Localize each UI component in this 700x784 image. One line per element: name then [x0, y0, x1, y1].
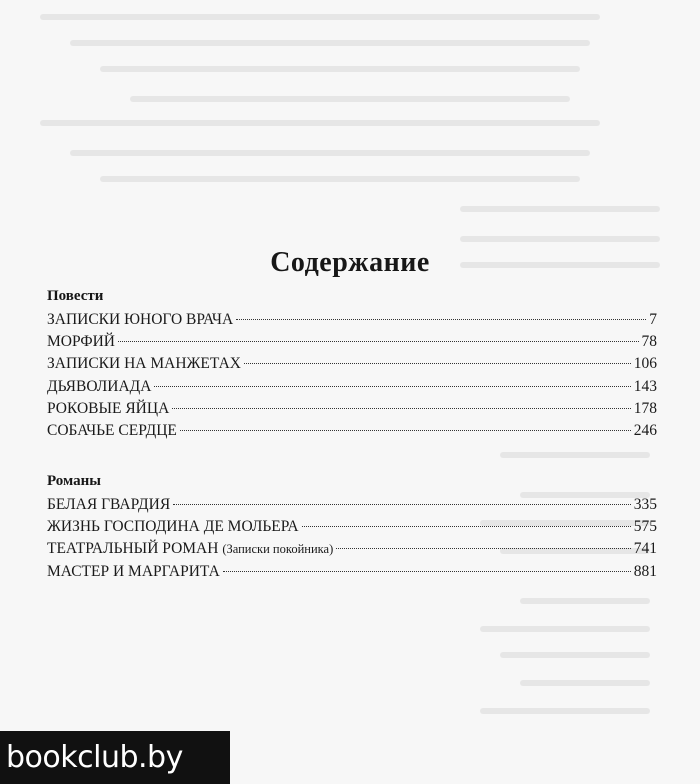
toc-entry	[47, 422, 657, 444]
entry-title-text: ДЬЯВОЛИАДА	[47, 377, 152, 395]
entry-page-number: 575	[633, 518, 657, 536]
entry-title-text: МАСТЕР И МАРГАРИТА	[47, 562, 220, 580]
toc-entry	[47, 400, 657, 422]
dot-leader	[302, 526, 631, 527]
bleed-line	[0, 120, 700, 132]
dot-leader	[173, 504, 631, 505]
bleed-line	[0, 652, 700, 664]
dot-leader	[244, 363, 631, 364]
toc-entries	[47, 311, 657, 444]
toc-entry	[47, 563, 657, 585]
toc-entry	[47, 311, 657, 333]
bleed-line	[0, 176, 700, 188]
entry-title-text: ЗАПИСКИ ЮНОГО ВРАЧА	[47, 311, 234, 328]
bleed-line	[0, 40, 700, 52]
watermark-text: bookclub.by	[6, 740, 183, 775]
entry-page-number: 106	[633, 355, 657, 373]
entry-page-number: 881	[633, 562, 657, 580]
dot-leader	[154, 386, 630, 387]
toc-entry	[47, 496, 657, 518]
bleed-line	[0, 626, 700, 638]
entry-title	[47, 355, 241, 373]
entry-title	[47, 563, 220, 581]
entry-title-text: БЕЛАЯ ГВАРДИЯ	[47, 496, 171, 513]
entry-title	[47, 378, 151, 396]
bleed-line	[0, 598, 700, 610]
toc-entries	[47, 496, 657, 585]
section-heading: Повести	[47, 288, 104, 304]
toc-entry	[47, 378, 657, 400]
toc-entry	[47, 333, 657, 355]
entry-title	[47, 311, 233, 329]
entry-page-number: 143	[633, 377, 657, 395]
entry-page-number: 335	[633, 496, 657, 513]
entry-page-number: 178	[633, 399, 657, 417]
bleed-line	[0, 96, 700, 108]
entry-page-number: 7	[649, 311, 657, 328]
dot-leader	[118, 341, 639, 342]
entry-page-number: 741	[633, 540, 657, 558]
entry-title-text: ЖИЗНЬ ГОСПОДИНА ДЕ МОЛЬЕРА	[47, 518, 299, 536]
entry-title-text: ТЕАТРАЛЬНЫЙ РОМАН	[47, 540, 219, 558]
toc-entry	[47, 540, 657, 562]
bleed-line	[0, 452, 700, 464]
toc-section-romany	[47, 473, 657, 585]
dot-leader	[336, 548, 631, 549]
entry-page-number: 246	[633, 421, 657, 439]
entry-title	[47, 422, 177, 440]
watermark	[0, 731, 230, 784]
dot-leader	[223, 571, 631, 572]
bleed-line	[0, 14, 700, 26]
entry-title-text: РОКОВЫЕ ЯЙЦА	[47, 399, 170, 417]
bleed-line	[0, 680, 700, 692]
dot-leader	[172, 408, 630, 409]
entry-title-text: ЗАПИСКИ НА МАНЖЕТАХ	[47, 355, 241, 373]
entry-title	[47, 496, 170, 514]
page-title: Содержание	[270, 246, 430, 278]
entry-title	[47, 333, 115, 351]
entry-page-number: 78	[641, 333, 657, 351]
dot-leader	[236, 319, 646, 320]
bleed-line	[0, 66, 700, 78]
entry-title	[47, 518, 299, 536]
entry-title-text: МОРФИЙ	[47, 333, 115, 351]
section-heading: Романы	[47, 473, 101, 489]
toc-entry	[47, 355, 657, 377]
toc-section-povesti	[47, 288, 657, 444]
entry-title	[47, 540, 333, 558]
entry-subtitle: (Записки покойника)	[222, 542, 334, 557]
bleed-line	[0, 150, 700, 162]
bleed-line	[0, 206, 700, 218]
toc-entry	[47, 518, 657, 540]
dot-leader	[180, 430, 631, 431]
entry-title-text: СОБАЧЬЕ СЕРДЦЕ	[47, 421, 177, 439]
bleed-line	[0, 708, 700, 720]
entry-title	[47, 400, 169, 418]
